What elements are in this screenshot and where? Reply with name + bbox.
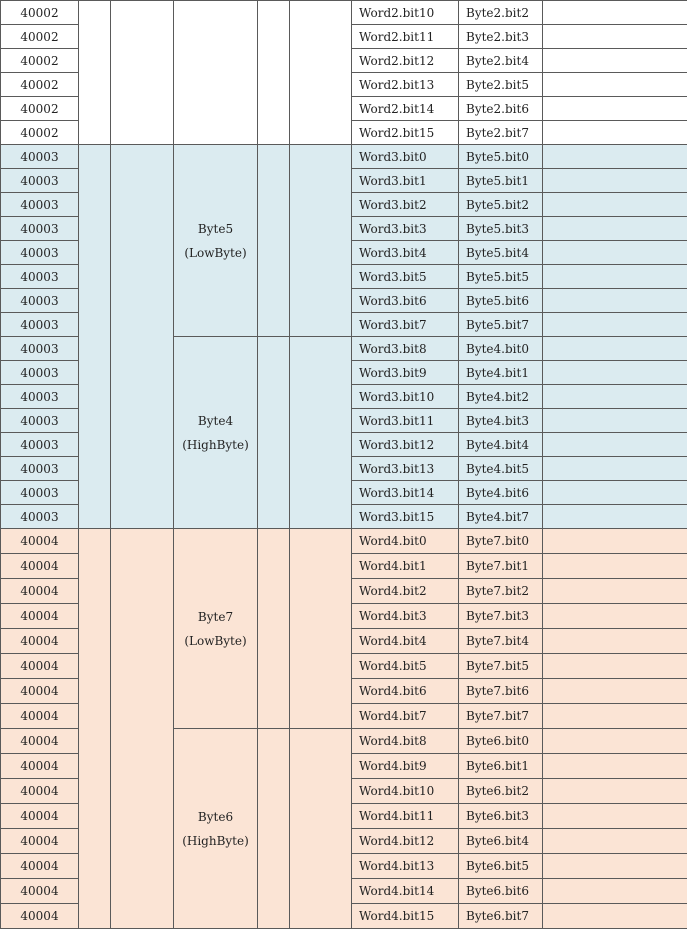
word-bit-cell: Word3.bit8 xyxy=(352,337,459,361)
blank-cell-d xyxy=(290,529,352,729)
word-bit-cell: Word4.bit8 xyxy=(352,729,459,754)
byte-bit-cell: Byte2.bit5 xyxy=(459,73,543,97)
word-bit-cell: Word4.bit9 xyxy=(352,754,459,779)
blank-cell-b xyxy=(111,529,174,929)
blank-cell-a xyxy=(79,529,111,929)
blank-cell-c xyxy=(258,145,290,337)
register-address-cell: 40004 xyxy=(1,854,79,879)
blank-cell-e xyxy=(543,529,687,554)
table-row xyxy=(1,1,687,25)
register-address-cell: 40004 xyxy=(1,904,79,929)
byte-bit-cell: Byte4.bit0 xyxy=(459,337,543,361)
word-bit-cell: Word4.bit15 xyxy=(352,904,459,929)
blank-cell-e xyxy=(543,289,687,313)
byte-bit-cell: Byte6.bit3 xyxy=(459,804,543,829)
byte-group-sublabel: (LowByte) xyxy=(184,633,247,648)
blank-cell-e xyxy=(543,121,687,145)
register-address-cell: 40003 xyxy=(1,481,79,505)
register-address-cell: 40003 xyxy=(1,169,79,193)
blank-cell-e xyxy=(543,361,687,385)
blank-cell-e xyxy=(543,241,687,265)
word-bit-cell: Word4.bit10 xyxy=(352,779,459,804)
register-address-cell: 40004 xyxy=(1,679,79,704)
blank-cell-e xyxy=(543,754,687,779)
word-bit-cell: Word4.bit1 xyxy=(352,554,459,579)
register-address-cell: 40003 xyxy=(1,337,79,361)
blank-cell-e xyxy=(543,804,687,829)
table-row xyxy=(1,145,687,169)
blank-cell-e xyxy=(543,409,687,433)
blank-cell-e xyxy=(543,829,687,854)
byte-group-label: Byte6 xyxy=(197,809,234,824)
byte-group-sublabel: (HighByte) xyxy=(182,437,249,452)
byte-bit-cell: Byte6.bit6 xyxy=(459,879,543,904)
word-bit-cell: Word3.bit9 xyxy=(352,361,459,385)
byte-bit-cell: Byte4.bit3 xyxy=(459,409,543,433)
byte-bit-cell: Byte6.bit2 xyxy=(459,779,543,804)
register-address-cell: 40004 xyxy=(1,654,79,679)
word-bit-cell: Word3.bit4 xyxy=(352,241,459,265)
register-address-cell: 40003 xyxy=(1,217,79,241)
byte-bit-cell: Byte2.bit3 xyxy=(459,25,543,49)
word-bit-cell: Word2.bit14 xyxy=(352,97,459,121)
byte-bit-cell: Byte6.bit1 xyxy=(459,754,543,779)
register-address-cell: 40003 xyxy=(1,361,79,385)
byte-group-label: Byte4 xyxy=(197,413,234,428)
blank-cell-e xyxy=(543,729,687,754)
blank-cell-e xyxy=(543,265,687,289)
byte-group-cell xyxy=(174,1,258,145)
register-address-cell: 40003 xyxy=(1,289,79,313)
byte-bit-cell: Byte2.bit6 xyxy=(459,97,543,121)
byte-group-label: Byte5 xyxy=(197,221,234,236)
blank-cell-e xyxy=(543,49,687,73)
byte-bit-cell: Byte4.bit6 xyxy=(459,481,543,505)
word-bit-cell: Word2.bit15 xyxy=(352,121,459,145)
byte-bit-cell: Byte5.bit7 xyxy=(459,313,543,337)
word-bit-cell: Word3.bit5 xyxy=(352,265,459,289)
blank-cell-e xyxy=(543,879,687,904)
register-address-cell: 40004 xyxy=(1,579,79,604)
blank-cell-b xyxy=(111,145,174,529)
byte-bit-cell: Byte7.bit1 xyxy=(459,554,543,579)
byte-bit-cell: Byte6.bit5 xyxy=(459,854,543,879)
register-address-cell: 40004 xyxy=(1,704,79,729)
byte-bit-cell: Byte6.bit0 xyxy=(459,729,543,754)
blank-cell-e xyxy=(543,604,687,629)
byte-bit-cell: Byte7.bit7 xyxy=(459,704,543,729)
register-address-cell: 40003 xyxy=(1,145,79,169)
byte-bit-cell: Byte4.bit5 xyxy=(459,457,543,481)
word-bit-cell: Word4.bit13 xyxy=(352,854,459,879)
word-bit-cell: Word3.bit15 xyxy=(352,505,459,529)
blank-cell-a xyxy=(79,1,111,145)
word-bit-cell: Word4.bit11 xyxy=(352,804,459,829)
word-bit-cell: Word3.bit0 xyxy=(352,145,459,169)
byte-group-cell xyxy=(174,337,258,529)
register-address-cell: 40003 xyxy=(1,265,79,289)
byte-bit-cell: Byte4.bit7 xyxy=(459,505,543,529)
blank-cell-c xyxy=(258,1,290,145)
word-bit-cell: Word3.bit14 xyxy=(352,481,459,505)
byte-bit-cell: Byte2.bit7 xyxy=(459,121,543,145)
register-address-cell: 40004 xyxy=(1,629,79,654)
word-bit-cell: Word3.bit2 xyxy=(352,193,459,217)
word-bit-cell: Word4.bit14 xyxy=(352,879,459,904)
byte-group-sublabel: (LowByte) xyxy=(184,245,247,260)
blank-cell-e xyxy=(543,854,687,879)
byte-bit-cell: Byte5.bit1 xyxy=(459,169,543,193)
blank-cell-e xyxy=(543,385,687,409)
word-bit-cell: Word2.bit11 xyxy=(352,25,459,49)
blank-cell-e xyxy=(543,73,687,97)
byte-bit-cell: Byte5.bit4 xyxy=(459,241,543,265)
word-bit-cell: Word3.bit12 xyxy=(352,433,459,457)
byte-bit-cell: Byte4.bit4 xyxy=(459,433,543,457)
register-address-cell: 40003 xyxy=(1,457,79,481)
blank-cell-c xyxy=(258,337,290,529)
register-address-cell: 40003 xyxy=(1,433,79,457)
byte-bit-cell: Byte7.bit6 xyxy=(459,679,543,704)
word-bit-cell: Word3.bit7 xyxy=(352,313,459,337)
word-bit-cell: Word4.bit4 xyxy=(352,629,459,654)
byte-bit-cell: Byte5.bit2 xyxy=(459,193,543,217)
word-bit-cell: Word2.bit13 xyxy=(352,73,459,97)
register-address-cell: 40003 xyxy=(1,409,79,433)
byte-bit-cell: Byte5.bit6 xyxy=(459,289,543,313)
blank-cell-e xyxy=(543,169,687,193)
blank-cell-e xyxy=(543,1,687,25)
register-address-cell: 40003 xyxy=(1,193,79,217)
blank-cell-c xyxy=(258,729,290,929)
blank-cell-e xyxy=(543,433,687,457)
blank-cell-d xyxy=(290,1,352,145)
word-bit-cell: Word3.bit11 xyxy=(352,409,459,433)
byte-group-cell xyxy=(174,729,258,929)
blank-cell-e xyxy=(543,654,687,679)
register-address-cell: 40002 xyxy=(1,25,79,49)
byte-bit-cell: Byte2.bit4 xyxy=(459,49,543,73)
blank-cell-e xyxy=(543,579,687,604)
blank-cell-e xyxy=(543,25,687,49)
blank-cell-e xyxy=(543,505,687,529)
word-bit-cell: Word3.bit1 xyxy=(352,169,459,193)
byte-group-label: Byte7 xyxy=(197,609,234,624)
byte-group-sublabel: (HighByte) xyxy=(182,833,249,848)
blank-cell-e xyxy=(543,193,687,217)
byte-bit-cell: Byte7.bit4 xyxy=(459,629,543,654)
word-bit-cell: Word2.bit10 xyxy=(352,1,459,25)
blank-cell-e xyxy=(543,217,687,241)
register-address-cell: 40004 xyxy=(1,804,79,829)
blank-cell-d xyxy=(290,729,352,929)
table-body xyxy=(1,1,687,929)
blank-cell-e xyxy=(543,97,687,121)
word-bit-cell: Word4.bit5 xyxy=(352,654,459,679)
blank-cell-b xyxy=(111,1,174,145)
word-bit-cell: Word3.bit10 xyxy=(352,385,459,409)
byte-group-cell xyxy=(174,145,258,337)
word-bit-cell: Word4.bit12 xyxy=(352,829,459,854)
byte-bit-cell: Byte5.bit3 xyxy=(459,217,543,241)
register-address-cell: 40004 xyxy=(1,754,79,779)
word-bit-cell: Word4.bit7 xyxy=(352,704,459,729)
register-address-cell: 40002 xyxy=(1,97,79,121)
byte-bit-cell: Byte5.bit5 xyxy=(459,265,543,289)
word-bit-cell: Word3.bit13 xyxy=(352,457,459,481)
register-address-cell: 40004 xyxy=(1,529,79,554)
word-bit-cell: Word4.bit2 xyxy=(352,579,459,604)
blank-cell-e xyxy=(543,337,687,361)
word-bit-cell: Word2.bit12 xyxy=(352,49,459,73)
table-row xyxy=(1,529,687,554)
byte-bit-cell: Byte6.bit4 xyxy=(459,829,543,854)
register-address-cell: 40003 xyxy=(1,385,79,409)
blank-cell-e xyxy=(543,704,687,729)
blank-cell-d xyxy=(290,337,352,529)
register-address-cell: 40002 xyxy=(1,121,79,145)
register-address-cell: 40004 xyxy=(1,779,79,804)
word-bit-cell: Word3.bit3 xyxy=(352,217,459,241)
byte-bit-cell: Byte4.bit2 xyxy=(459,385,543,409)
blank-cell-e xyxy=(543,481,687,505)
byte-bit-cell: Byte7.bit5 xyxy=(459,654,543,679)
byte-group-cell xyxy=(174,529,258,729)
register-address-cell: 40003 xyxy=(1,241,79,265)
byte-bit-cell: Byte5.bit0 xyxy=(459,145,543,169)
blank-cell-e xyxy=(543,554,687,579)
byte-bit-cell: Byte4.bit1 xyxy=(459,361,543,385)
register-address-cell: 40004 xyxy=(1,729,79,754)
byte-bit-cell: Byte2.bit2 xyxy=(459,1,543,25)
register-address-cell: 40004 xyxy=(1,829,79,854)
blank-cell-e xyxy=(543,779,687,804)
blank-cell-e xyxy=(543,904,687,929)
byte-bit-cell: Byte7.bit3 xyxy=(459,604,543,629)
register-address-cell: 40003 xyxy=(1,313,79,337)
blank-cell-e xyxy=(543,629,687,654)
byte-bit-cell: Byte7.bit2 xyxy=(459,579,543,604)
register-address-cell: 40004 xyxy=(1,554,79,579)
blank-cell-e xyxy=(543,145,687,169)
register-address-cell: 40002 xyxy=(1,1,79,25)
register-address-cell: 40004 xyxy=(1,879,79,904)
blank-cell-d xyxy=(290,145,352,337)
byte-bit-cell: Byte6.bit7 xyxy=(459,904,543,929)
blank-cell-e xyxy=(543,457,687,481)
word-bit-cell: Word4.bit3 xyxy=(352,604,459,629)
word-bit-cell: Word4.bit6 xyxy=(352,679,459,704)
blank-cell-e xyxy=(543,679,687,704)
blank-cell-c xyxy=(258,529,290,729)
word-bit-cell: Word4.bit0 xyxy=(352,529,459,554)
blank-cell-e xyxy=(543,313,687,337)
blank-cell-a xyxy=(79,145,111,529)
word-bit-cell: Word3.bit6 xyxy=(352,289,459,313)
register-address-cell: 40004 xyxy=(1,604,79,629)
register-address-cell: 40002 xyxy=(1,73,79,97)
register-address-cell: 40002 xyxy=(1,49,79,73)
register-address-cell: 40003 xyxy=(1,505,79,529)
byte-bit-cell: Byte7.bit0 xyxy=(459,529,543,554)
